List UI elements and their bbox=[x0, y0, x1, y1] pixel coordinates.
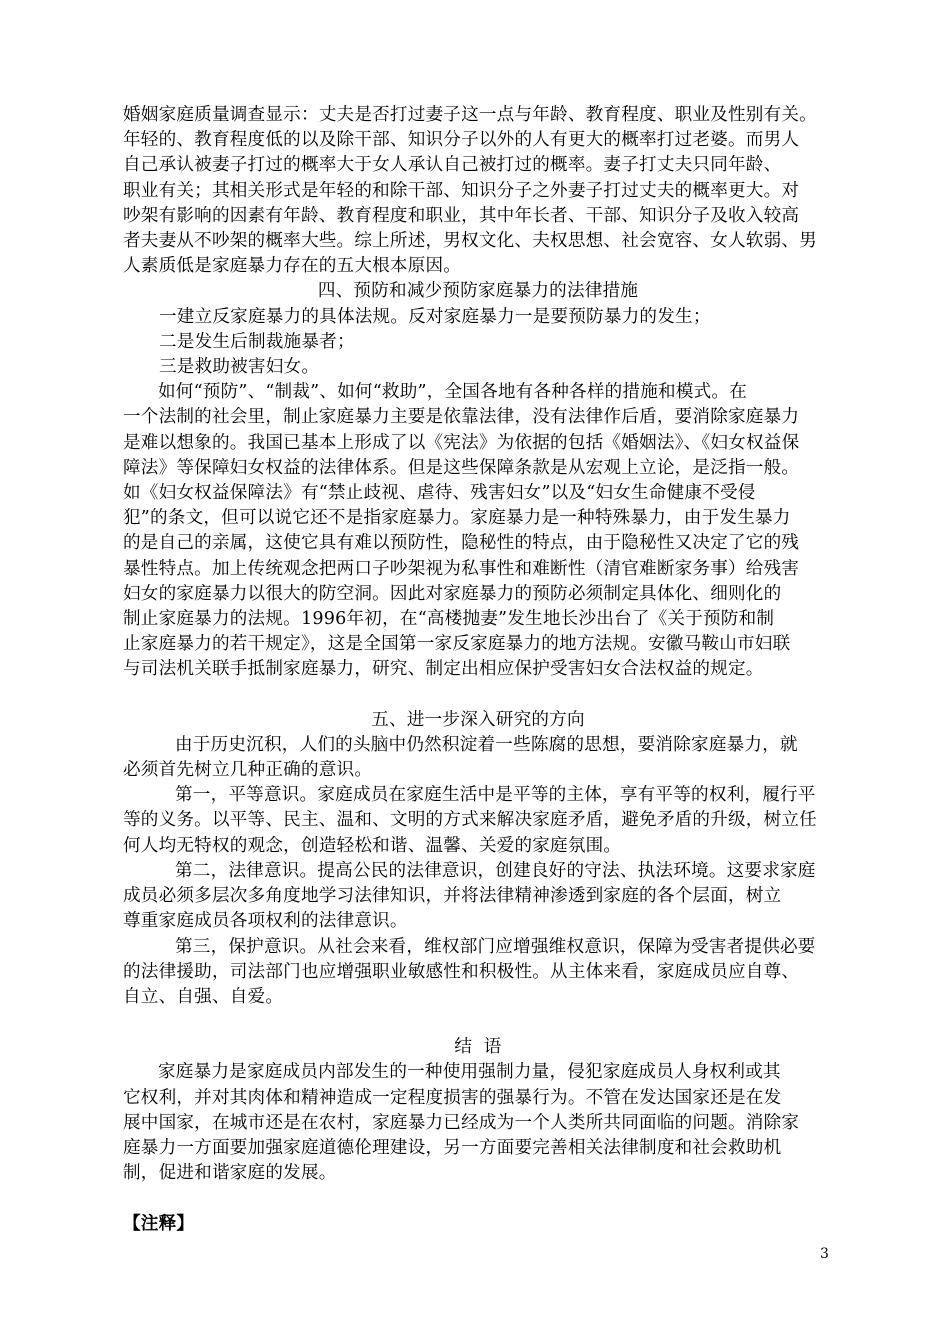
text-line: 如何“预防”、“制裁”、如何“救助”，全国各地有各种各样的措施和模式。在 bbox=[158, 382, 747, 403]
text-line: 犯”的条文，但可以说它还不是指家庭暴力。家庭暴力是一种特殊暴力，由于发生暴力 bbox=[123, 508, 791, 529]
text-line: 自立、自强、自爱。 bbox=[123, 986, 284, 1007]
page-number: 3 bbox=[820, 1246, 829, 1262]
text-line: 暴性特点。加上传统观念把两口子吵架视为私事性和难断性（清官难断家务事）给残害 bbox=[123, 558, 800, 579]
paragraph-legal-measures bbox=[123, 380, 833, 682]
text-line: 家庭暴力是家庭成员内部发生的一种使用强制力量，侵犯家庭成员人身权利或其 bbox=[158, 1062, 781, 1083]
text-line: 第一，平等意识。家庭成员在家庭生活中是平等的主体，享有平等的权利，履行平 bbox=[175, 785, 816, 806]
text-line: 年轻的、教育程度低的以及除干部、知识分子以外的人有更大的概率打过老婆。而男人 bbox=[123, 130, 800, 151]
list-item: 三是救助被害妇女。 bbox=[159, 357, 320, 378]
paragraph-law bbox=[123, 859, 833, 935]
text-line: 障法》等保障妇女权益的法律体系。但是这些保障条款是从宏观上立论，是泛指一般。 bbox=[123, 457, 800, 478]
text-line: 庭暴力一方面要加强家庭道德伦理建设，另一方面要完善相关法律制度和社会救助机 bbox=[123, 1137, 782, 1158]
text-line: 第三，保护意识。从社会来看，维权部门应增强维权意识，保障为受害者提供必要 bbox=[175, 936, 816, 957]
text-line: 等的义务。以平等、民主、温和、文明的方式来解决家庭矛盾，避免矛盾的升级，树立任 bbox=[123, 810, 817, 831]
paragraph-protection bbox=[123, 935, 833, 1011]
notes-label: 【注释】 bbox=[123, 1213, 195, 1235]
text-line: 制止家庭暴力的法规。1996年初，在“高楼抛妻”发生地长沙出台了《关于预防和制 bbox=[123, 609, 775, 630]
text-line: 由于历史沉积，人们的头脑中仍然积淀着一些陈腐的思想，要消除家庭暴力，就 bbox=[175, 734, 798, 755]
text-line: 人素质低是家庭暴力存在的五大根本原因。 bbox=[123, 256, 462, 277]
paragraph-intro bbox=[123, 733, 833, 783]
paragraph-conclusion bbox=[123, 1060, 833, 1186]
text-line: 自己承认被妻子打过的概率大于女人承认自己被打过的概率。妻子打丈夫只同年龄、 bbox=[123, 155, 782, 176]
text-line: 它权利，并对其肉体和精神造成一定程度损害的强暴行为。不管在发达国家还是在发 bbox=[123, 1087, 782, 1108]
paragraph-survey bbox=[123, 103, 833, 279]
spacer bbox=[123, 1186, 833, 1211]
conclusion-heading: 结 语 bbox=[454, 1037, 502, 1058]
paragraph-equality bbox=[123, 783, 833, 859]
text-line: 尊重家庭成员各项权利的法律意识。 bbox=[123, 911, 408, 932]
text-line: 必须首先树立几种正确的意识。 bbox=[123, 760, 373, 781]
text-line: 是难以想象的。我国已基本上形成了以《宪法》为依据的包括《婚姻法》、《妇女权益保 bbox=[123, 432, 800, 453]
spacer bbox=[123, 1010, 833, 1035]
page-body bbox=[123, 103, 833, 1237]
text-line: 制，促进和谐家庭的发展。 bbox=[123, 1163, 337, 1184]
text-line: 何人均无特权的观念，创造轻松和谐、温馨、关爱的家庭氛围。 bbox=[123, 835, 622, 856]
text-line: 婚姻家庭质量调查显示：丈夫是否打过妻子这一点与年龄、教育程度、职业及性别有关。 bbox=[123, 105, 817, 125]
list-item: 一建立反家庭暴力的具体法规。反对家庭暴力一是要预防暴力的发生； bbox=[159, 306, 711, 327]
section-heading-4: 四、预防和减少预防家庭暴力的法律措施 bbox=[317, 281, 639, 302]
text-line: 一个法制的社会里，制止家庭暴力主要是依靠法律，没有法律作后盾，要消除家庭暴力 bbox=[123, 407, 800, 428]
section-heading-5: 五、进一步深入研究的方向 bbox=[371, 709, 585, 730]
text-line: 吵架有影响的因素有年龄、教育程度和职业，其中年长者、干部、知识分子及收入较高 bbox=[123, 205, 800, 226]
text-line: 第二，法律意识。提高公民的法律意识，创建良好的守法、执法环境。这要求家庭 bbox=[175, 860, 816, 881]
text-line: 妇女的家庭暴力以很大的防空洞。因此对家庭暴力的预防必须制定具体化、细则化的 bbox=[123, 583, 782, 604]
text-line: 成员必须多层次多角度地学习法律知识，并将法律精神渗透到家庭的各个层面，树立 bbox=[123, 886, 782, 907]
spacer bbox=[123, 683, 833, 708]
text-line: 的法律援助，司法部门也应增强职业敏感性和积极性。从主体来看，家庭成员应自尊、 bbox=[123, 961, 800, 982]
text-line: 展中国家，在城市还是在农村，家庭暴力已经成为一个人类所共同面临的问题。消除家 bbox=[123, 1112, 800, 1133]
text-line: 如《妇女权益保障法》有“禁止歧视、虐待、残害妇女”以及“妇女生命健康不受侵 bbox=[123, 483, 756, 504]
text-line: 的是自己的亲属，这使它具有难以预防性，隐秘性的特点，由于隐秘性又决定了它的残 bbox=[123, 533, 800, 554]
text-line: 职业有关；其相关形式是年轻的和除干部、知识分子之外妻子打过丈夫的概率更大。对 bbox=[123, 180, 800, 201]
list-item: 二是发生后制裁施暴者； bbox=[159, 331, 355, 352]
text-line: 止家庭暴力的若干规定》，这是全国第一家反家庭暴力的地方法规。安徽马鞍山市妇联 bbox=[123, 634, 791, 655]
text-line: 者夫妻从不吵架的概率大些。综上所述，男权文化、夫权思想、社会宽容、女人软弱、男 bbox=[123, 231, 817, 252]
text-line: 与司法机关联手抵制家庭暴力，研究、制定出相应保护受害妇女合法权益的规定。 bbox=[123, 659, 764, 680]
